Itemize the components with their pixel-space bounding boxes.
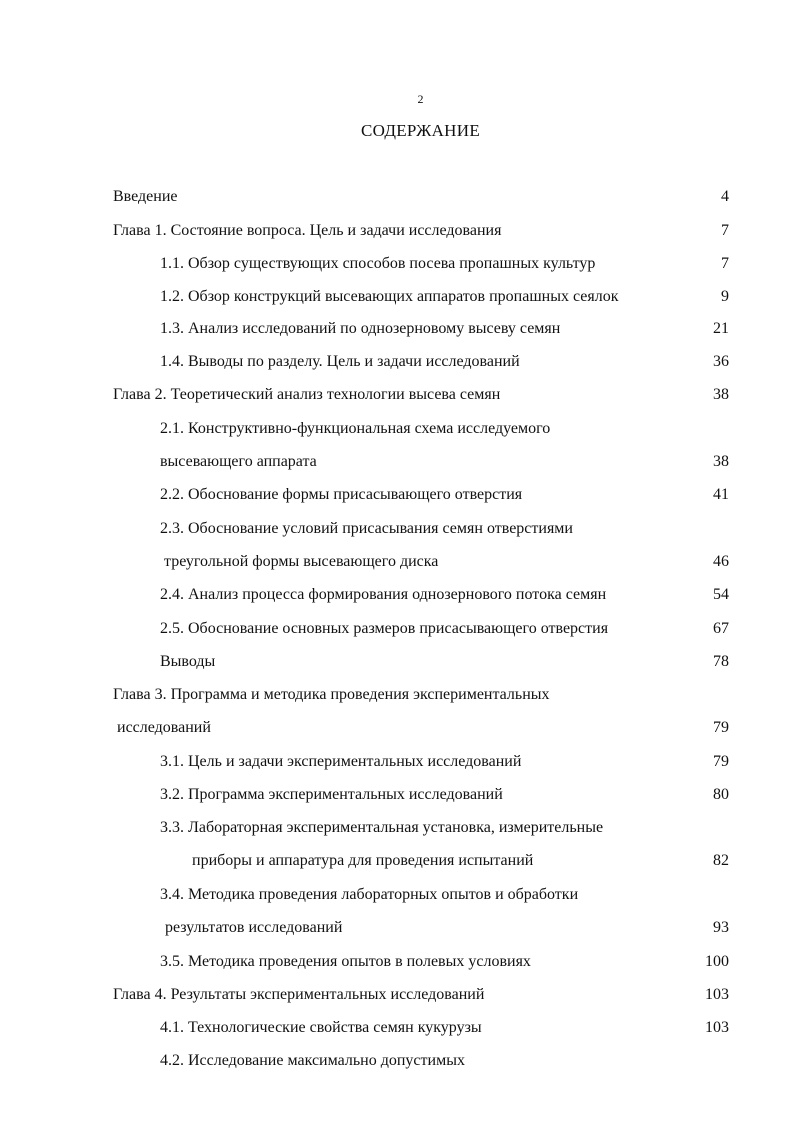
toc-entry-text: 2.1. Конструктивно-функциональная схема исследуемого — [160, 420, 551, 437]
toc-entry-page: 79 — [713, 753, 729, 770]
toc-entry-page: 103 — [705, 1019, 729, 1036]
toc-entry-text: 1.4. Выводы по разделу. Цель и задачи исследований — [160, 353, 520, 370]
toc-entry — [0, 817, 793, 839]
toc-entry-text: треугольной формы высевающего диска — [164, 553, 439, 570]
toc-entry — [0, 751, 793, 773]
toc-entry-text: исследований — [117, 719, 211, 736]
toc-entry-text: 4.2. Исследование максимально допустимых — [160, 1052, 465, 1069]
toc-entry-text: 3.3. Лабораторная экспериментальная установка, измерительные — [160, 819, 604, 836]
toc-entry-text: 1.1. Обзор существующих способов посева пропашных культур — [160, 255, 596, 272]
toc-entry — [0, 451, 793, 473]
toc-entry — [0, 884, 793, 906]
toc-entry — [0, 351, 793, 373]
toc-entry-page: 54 — [713, 586, 729, 603]
toc-entry-page: 4 — [721, 188, 729, 205]
toc-entry-page: 100 — [705, 953, 729, 970]
toc-entry-text: Введение — [113, 188, 178, 205]
toc-entry-text: 2.2. Обоснование формы присасывающего отверстия — [160, 486, 523, 503]
toc-entry-text: 2.3. Обоснование условий присасывания семян отверстиями — [160, 520, 573, 537]
toc-entry-page: 9 — [721, 288, 729, 305]
toc-entry-page: 7 — [721, 222, 729, 239]
toc-entry-text: Глава 1. Состояние вопроса. Цель и задачи исследования — [113, 222, 502, 239]
toc-entry-text: 4.1. Технологические свойства семян кукурузы — [160, 1019, 482, 1036]
toc-entry-text: Глава 4. Результаты экспериментальных исследований — [113, 986, 485, 1003]
toc-entry-text: 2.4. Анализ процесса формирования однозернового потока семян — [160, 586, 607, 603]
toc-entry-text: 3.5. Методика проведения опытов в полевых условиях — [160, 953, 531, 970]
toc-entry — [0, 518, 793, 540]
toc-entry-text: Глава 3. Программа и методика проведения экспериментальных — [113, 686, 550, 703]
toc-entry-text: 1.3. Анализ исследований по однозерновому высеву семян — [160, 320, 561, 337]
toc-entry — [0, 1017, 793, 1039]
toc-entry — [0, 951, 793, 973]
toc-entry-text: 1.2. Обзор конструкций высевающих аппаратов пропашных сеялок — [160, 288, 619, 305]
toc-entry — [0, 984, 793, 1006]
toc-entry-text: 3.2. Программа экспериментальных исследований — [160, 786, 503, 803]
toc-entry-page: 82 — [713, 852, 729, 869]
toc-entry-page: 38 — [713, 386, 729, 403]
toc-entry-page: 41 — [713, 486, 729, 503]
toc-entry-text: приборы и аппаратура для проведения испытаний — [192, 852, 534, 869]
toc-entry — [0, 186, 793, 208]
toc-entry — [0, 618, 793, 640]
toc-entry — [0, 484, 793, 506]
toc-entry-page: 7 — [721, 255, 729, 272]
toc-entry — [0, 717, 793, 739]
page-number: 2 — [417, 92, 424, 106]
toc-entry-page: 78 — [713, 653, 729, 670]
toc-entry-text: 2.5. Обоснование основных размеров присасывающего отверстия — [160, 620, 609, 637]
toc-entry — [0, 850, 793, 872]
toc-entry — [0, 1050, 793, 1072]
toc-entry — [0, 917, 793, 939]
toc-entry — [0, 684, 793, 706]
toc-entry — [0, 220, 793, 242]
toc-entry-page: 93 — [713, 919, 729, 936]
toc-entry — [0, 651, 793, 673]
toc-entry — [0, 584, 793, 606]
toc-entry-page: 80 — [713, 786, 729, 803]
toc-entry-text: Глава 2. Теоретический анализ технологии высева семян — [113, 386, 501, 403]
toc-entry-text: Выводы — [160, 653, 216, 670]
toc-entry — [0, 551, 793, 573]
toc-entry-text: высевающего аппарата — [160, 453, 317, 470]
toc-entry-text: 3.1. Цель и задачи экспериментальных исследований — [160, 753, 522, 770]
toc-entry — [0, 318, 793, 340]
toc-entry-page: 46 — [713, 553, 729, 570]
toc-entry-page: 21 — [713, 320, 729, 337]
toc-entry-page: 67 — [713, 620, 729, 637]
toc-entry-text: 3.4. Методика проведения лабораторных опытов и обработки — [160, 886, 579, 903]
toc-entry-text: результатов исследований — [165, 919, 343, 936]
toc-entry-page: 38 — [713, 453, 729, 470]
toc-entry-page: 103 — [705, 986, 729, 1003]
toc-entry — [0, 253, 793, 275]
page-title: СОДЕРЖАНИЕ — [360, 121, 481, 140]
toc-entry — [0, 384, 793, 406]
toc-entry — [0, 286, 793, 308]
toc-entry-page: 79 — [713, 719, 729, 736]
toc-entry — [0, 418, 793, 440]
toc-entry — [0, 784, 793, 806]
toc-entry-page: 36 — [713, 353, 729, 370]
